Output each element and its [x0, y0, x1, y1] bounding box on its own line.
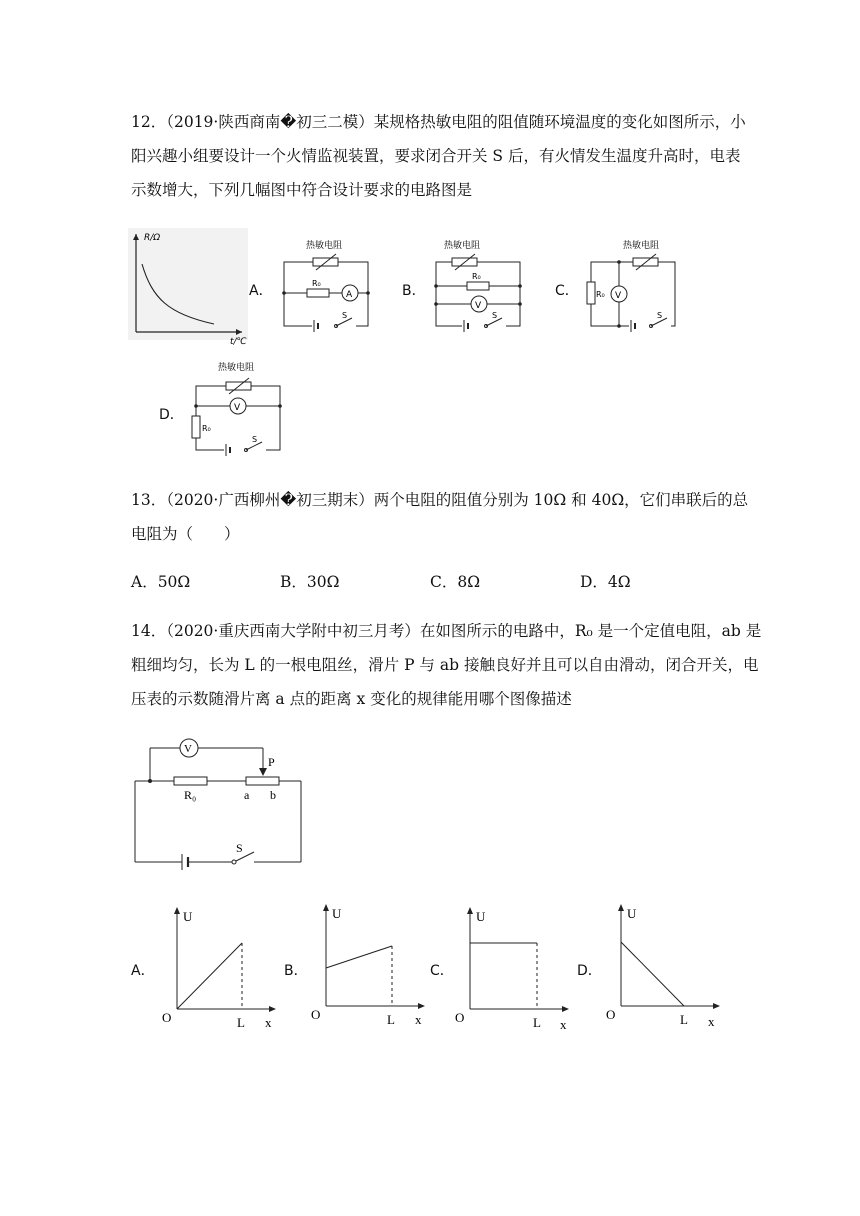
q12-option-c-label: C． — [555, 283, 579, 299]
q12c-thermistor-label: 热敏电阻 — [623, 241, 660, 251]
q12-circuit-a — [280, 238, 375, 333]
q12-option-a-label: A． — [249, 283, 273, 299]
q14-option-a-label: A． — [131, 963, 155, 979]
q14a-origin: O — [162, 1010, 172, 1025]
q12-circuit-b — [432, 238, 527, 333]
q12d-voltmeter-label: V — [234, 403, 241, 413]
q14b-length: L — [387, 1012, 395, 1027]
q14-text-line3: 压表的示数随滑片离 a 点的距离 x 变化的规律能用哪个图像描述 — [131, 690, 572, 708]
q14-graph-c — [453, 905, 573, 1030]
q13-option-d: D．4Ω — [580, 573, 631, 591]
q14c-xlabel: x — [560, 1017, 567, 1032]
q14-text-line1: 14．（2020·重庆西南大学附中初三月考）在如图所示的电路中，R₀ 是一个定值电阻，ab 是 — [131, 622, 762, 640]
q14c-length: L — [533, 1015, 541, 1030]
q12-text-line1: 12．（2019·陕西商南�初三二模）某规格热敏电阻的阻值随环境温度的变化如图所示，小 — [131, 113, 746, 131]
q12-option-d-label: D． — [159, 407, 184, 423]
q12c-voltmeter-label: V — [615, 291, 622, 301]
q14-graph-a — [160, 905, 280, 1030]
q13-option-c: C．8Ω — [430, 573, 481, 591]
q12d-r0-label: R₀ — [202, 424, 211, 433]
q12a-switch-label: S — [342, 311, 348, 320]
q14-slider-label: P — [268, 755, 275, 769]
q12-text-line3: 示数增大，下列几幅图中符合设计要求的电路图是 — [131, 181, 473, 199]
q12a-thermistor-label: 热敏电阻 — [306, 241, 343, 251]
q14a-length: L — [237, 1015, 245, 1030]
q14a-ylabel: U — [183, 909, 193, 924]
q14-graph-b — [309, 902, 429, 1027]
q12b-r0-label: R₀ — [472, 272, 481, 281]
q14-switch-label: S — [236, 841, 243, 855]
q14-circuit — [130, 738, 306, 868]
q13-option-b: B．30Ω — [280, 573, 340, 591]
q12c-r0-label: R₀ — [596, 290, 605, 299]
q12d-switch-label: S — [252, 435, 258, 444]
q12b-thermistor-label: 热敏电阻 — [444, 241, 481, 251]
q14-option-d-label: D． — [577, 963, 602, 979]
q14d-origin: O — [606, 1007, 616, 1022]
q13-text-line1: 13．（2020·广西柳州�初三期末）两个电阻的阻值分别为 10Ω 和 40Ω，它们串联后的总 — [131, 491, 749, 509]
q14-a-label: a — [244, 788, 250, 802]
q14-option-c-label: C． — [430, 963, 454, 979]
q14b-origin: O — [311, 1007, 321, 1022]
q14-b-label: b — [270, 788, 276, 802]
q14-graph-d — [604, 902, 724, 1027]
q12c-switch-label: S — [657, 311, 663, 320]
q14-option-b-label: B． — [284, 963, 308, 979]
q14d-xlabel: x — [708, 1014, 715, 1029]
q12d-thermistor-label: 热敏电阻 — [218, 363, 255, 373]
q14-r0-label: R₀ — [184, 788, 197, 802]
q12-graph-ylabel: R/Ω — [144, 233, 161, 243]
q14b-ylabel: U — [332, 906, 342, 921]
q12b-switch-label: S — [492, 311, 498, 320]
q12-circuit-d — [188, 360, 288, 456]
q14d-ylabel: U — [627, 906, 637, 921]
q12-option-b-label: B． — [402, 283, 426, 299]
q12-text-line2: 阳兴趣小组要设计一个火情监视装置，要求闭合开关 S 后，有火情发生温度升高时，电表 — [131, 147, 741, 165]
q14b-xlabel: x — [415, 1012, 422, 1027]
q12-graph-xlabel: t/℃ — [230, 337, 247, 347]
q14c-origin: O — [455, 1010, 465, 1025]
q14c-ylabel: U — [476, 909, 486, 924]
q14a-xlabel: x — [265, 1015, 272, 1030]
q12b-voltmeter-label: V — [475, 301, 482, 311]
q13-text-line2: 电阻为（ ） — [131, 525, 240, 543]
q12-rt-graph — [128, 228, 248, 348]
q12a-r0-label: R₀ — [312, 279, 321, 288]
q14d-length: L — [680, 1012, 688, 1027]
q12a-ammeter-label: A — [346, 290, 353, 300]
q14-voltmeter-label: V — [184, 743, 192, 755]
q13-option-a: A．50Ω — [131, 573, 191, 591]
q12-circuit-c — [583, 238, 683, 333]
q14-text-line2: 粗细均匀，长为 L 的一根电阻丝，滑片 P 与 ab 接触良好并且可以自由滑动，闭合开关，电 — [131, 656, 759, 674]
